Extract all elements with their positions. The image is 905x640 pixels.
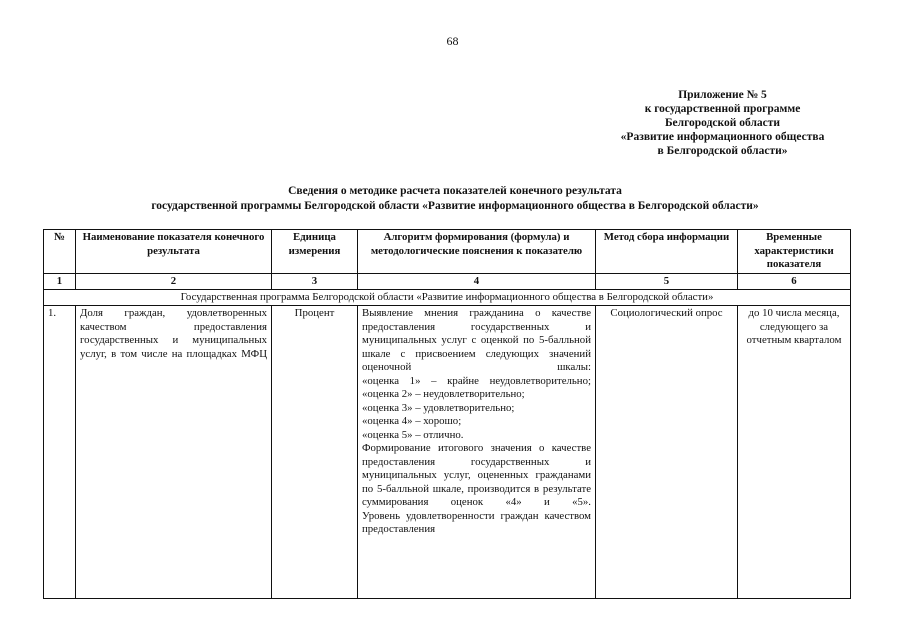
column-number: 2 <box>76 273 272 289</box>
column-number: 4 <box>358 273 596 289</box>
scale-item: «оценка 3» – удовлетворительно; <box>362 401 515 414</box>
algorithm-paragraph: Уровень удовлетворенности граждан качеством предоставления <box>362 509 591 535</box>
header-row <box>44 230 851 274</box>
column-number: 6 <box>738 273 851 289</box>
col-header-number: № <box>44 230 76 274</box>
col-header-algorithm: Алгоритм формирования (формула) и методологические пояснения к показателю <box>358 230 596 274</box>
page-number: 68 <box>446 34 459 48</box>
section-title: Государственная программа Белгородской области «Развитие информационного общества в Белгородской области» <box>44 289 851 306</box>
document-title <box>40 184 870 214</box>
scale-item: «оценка 2» – неудовлетворительно; <box>362 388 525 400</box>
column-number: 1 <box>44 273 76 289</box>
col-header-indicator-name: Наименование показателя конечного результата <box>76 230 272 274</box>
indicator-name: Доля граждан, удовлетворенных качеством предоставления государственных и муниципальных услуг, в том числе на площадках МФЦ <box>76 306 272 599</box>
col-header-unit: Единица измерения <box>272 230 358 274</box>
collection-method: Социологический опрос <box>596 306 738 599</box>
table-row <box>44 306 851 599</box>
algorithm-paragraph: Выявление мнения гражданина о качестве предоставления государственных и муниципальных услуг с оценкой по 5-балльной шкале с присвоением следующих значений оценочной шкалы: <box>362 307 591 373</box>
appendix-header <box>580 88 865 158</box>
methodology-table <box>43 229 851 599</box>
row-number: 1. <box>44 306 76 599</box>
time-characteristics: до 10 числа месяца, следующего за отчетным кварталом <box>738 306 851 599</box>
unit-value: Процент <box>272 306 358 599</box>
col-header-time-characteristics: Временные характеристики показателя <box>738 230 851 274</box>
appendix-line: в Белгородской области» <box>657 145 788 157</box>
section-row <box>44 289 851 306</box>
appendix-line: Белгородской области <box>664 117 781 129</box>
algorithm-paragraph: Формирование итогового значения о качестве предоставления государственных и муниципальных услуг, оцененных гражданами по 5-балльной шкале, производится в результате суммирования оценок «4» и «5». <box>362 442 591 508</box>
appendix-line: «Развитие информационного общества <box>620 131 825 143</box>
column-number-row <box>44 273 851 289</box>
title-line: Сведения о методике расчета показателей конечного результата <box>288 185 622 197</box>
col-header-collection-method: Метод сбора информации <box>596 230 738 274</box>
column-number: 5 <box>596 273 738 289</box>
appendix-line: к государственной программе <box>644 103 801 115</box>
column-number: 3 <box>272 273 358 289</box>
title-line: государственной программы Белгородской области «Развитие информационного общества в Белгородской области» <box>151 200 759 212</box>
scale-item: «оценка 5» – отлично. <box>362 428 464 441</box>
algorithm-cell <box>358 306 596 599</box>
appendix-line: Приложение № 5 <box>678 89 767 101</box>
scale-item: «оценка 4» – хорошо; <box>362 415 462 427</box>
scale-item: «оценка 1» – крайне неудовлетворительно; <box>362 374 591 387</box>
